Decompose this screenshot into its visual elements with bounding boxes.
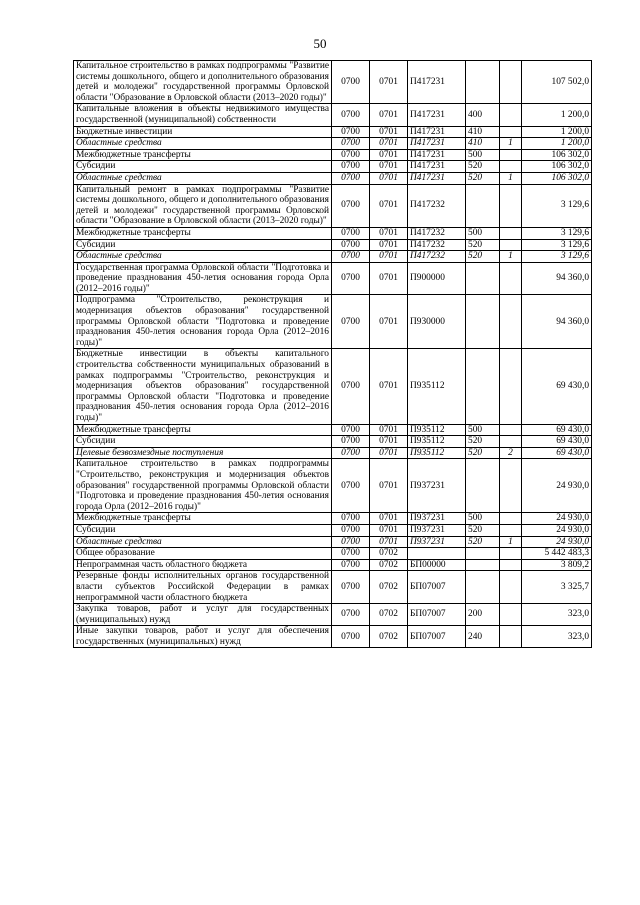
section-code: 0700: [332, 61, 370, 104]
table-row: [74, 138, 592, 150]
subsection-code: 0702: [370, 571, 408, 604]
expense-type-code: 500: [466, 149, 500, 161]
target-article-code: БП00000: [408, 559, 466, 571]
row-name: Резервные фонды исполнительных органов государственной власти субъектов Российской Федерации в рамках непрограммной части областного бюджета: [74, 571, 332, 604]
amount: 1 200,0: [522, 104, 592, 126]
target-article-code: П900000: [408, 262, 466, 295]
table-row: [74, 149, 592, 161]
table-row: [74, 548, 592, 560]
funding-source-code: [500, 524, 522, 536]
row-name: Капитальные вложения в объекты недвижимого имущества государственной (муниципальной) собственности: [74, 104, 332, 126]
table-row: [74, 295, 592, 349]
table-row: [74, 436, 592, 448]
row-name: Капитальное строительство в рамках подпрограммы "Развитие системы дошкольного, общего и дополнительного образования детей и молодежи" государственной программы Орловской области "Образование в Орловской области (2013–2020 годы)": [74, 61, 332, 104]
section-code: 0700: [332, 559, 370, 571]
expense-type-code: [466, 548, 500, 560]
row-name: Субсидии: [74, 161, 332, 173]
amount: 3 129,6: [522, 227, 592, 239]
subsection-code: 0701: [370, 61, 408, 104]
section-code: 0700: [332, 161, 370, 173]
amount: 69 430,0: [522, 424, 592, 436]
section-code: 0700: [332, 424, 370, 436]
target-article-code: П417231: [408, 104, 466, 126]
budget-table-body: [74, 61, 592, 648]
expense-type-code: 520: [466, 524, 500, 536]
funding-source-code: [500, 262, 522, 295]
expense-type-code: 240: [466, 626, 500, 648]
table-row: [74, 447, 592, 459]
subsection-code: 0702: [370, 548, 408, 560]
subsection-code: 0701: [370, 138, 408, 150]
amount: 3 129,6: [522, 239, 592, 251]
subsection-code: 0701: [370, 172, 408, 184]
table-row: [74, 604, 592, 626]
target-article-code: П417231: [408, 138, 466, 150]
funding-source-code: 1: [500, 251, 522, 263]
subsection-code: 0701: [370, 536, 408, 548]
subsection-code: 0701: [370, 251, 408, 263]
section-code: 0700: [332, 536, 370, 548]
section-code: 0700: [332, 459, 370, 513]
table-row: [74, 513, 592, 525]
expense-type-code: 400: [466, 104, 500, 126]
expense-type-code: [466, 571, 500, 604]
funding-source-code: [500, 104, 522, 126]
table-row: [74, 459, 592, 513]
amount: 1 200,0: [522, 126, 592, 138]
row-name: Субсидии: [74, 524, 332, 536]
amount: 5 442 483,3: [522, 548, 592, 560]
expense-type-code: 520: [466, 447, 500, 459]
funding-source-code: [500, 513, 522, 525]
amount: 106 302,0: [522, 161, 592, 173]
row-name: Областные средства: [74, 138, 332, 150]
subsection-code: 0701: [370, 459, 408, 513]
amount: 323,0: [522, 604, 592, 626]
target-article-code: П417232: [408, 239, 466, 251]
section-code: 0700: [332, 172, 370, 184]
funding-source-code: 1: [500, 138, 522, 150]
section-code: 0700: [332, 604, 370, 626]
table-row: [74, 559, 592, 571]
expense-type-code: [466, 349, 500, 424]
row-name: Межбюджетные трансферты: [74, 149, 332, 161]
section-code: 0700: [332, 184, 370, 227]
subsection-code: 0701: [370, 524, 408, 536]
target-article-code: БП07007: [408, 604, 466, 626]
expense-type-code: 500: [466, 227, 500, 239]
subsection-code: 0701: [370, 262, 408, 295]
funding-source-code: [500, 149, 522, 161]
funding-source-code: [500, 349, 522, 424]
subsection-code: 0702: [370, 604, 408, 626]
subsection-code: 0701: [370, 227, 408, 239]
section-code: 0700: [332, 524, 370, 536]
amount: 69 430,0: [522, 447, 592, 459]
page-number: 50: [313, 36, 327, 51]
row-name: Межбюджетные трансферты: [74, 424, 332, 436]
target-article-code: П417231: [408, 126, 466, 138]
amount: 3 809,2: [522, 559, 592, 571]
funding-source-code: [500, 227, 522, 239]
expense-type-code: 520: [466, 436, 500, 448]
subsection-code: 0701: [370, 513, 408, 525]
section-code: 0700: [332, 436, 370, 448]
expense-type-code: 520: [466, 239, 500, 251]
row-name: Подпрограмма "Строительство, реконструкция и модернизация объектов образования" государственной программы Орловской области "Подготовка и проведение празднования 450-летия основания города Орла (2012–2016 годы)": [74, 295, 332, 349]
target-article-code: [408, 548, 466, 560]
section-code: 0700: [332, 251, 370, 263]
table-row: [74, 227, 592, 239]
amount: 1 200,0: [522, 138, 592, 150]
table-row: [74, 262, 592, 295]
row-name: Непрограммная часть областного бюджета: [74, 559, 332, 571]
section-code: 0700: [332, 104, 370, 126]
funding-source-code: 1: [500, 172, 522, 184]
funding-source-code: [500, 61, 522, 104]
amount: 24 930,0: [522, 524, 592, 536]
row-name: Субсидии: [74, 436, 332, 448]
target-article-code: П417231: [408, 172, 466, 184]
subsection-code: 0701: [370, 239, 408, 251]
subsection-code: 0701: [370, 126, 408, 138]
row-name: Общее образование: [74, 548, 332, 560]
target-article-code: П937231: [408, 524, 466, 536]
funding-source-code: [500, 548, 522, 560]
target-article-code: П935112: [408, 447, 466, 459]
section-code: 0700: [332, 548, 370, 560]
subsection-code: 0701: [370, 447, 408, 459]
funding-source-code: [500, 626, 522, 648]
expense-type-code: [466, 262, 500, 295]
table-row: [74, 524, 592, 536]
section-code: 0700: [332, 227, 370, 239]
table-row: [74, 161, 592, 173]
subsection-code: 0702: [370, 559, 408, 571]
target-article-code: П937231: [408, 459, 466, 513]
row-name: Межбюджетные трансферты: [74, 513, 332, 525]
amount: 106 302,0: [522, 172, 592, 184]
section-code: 0700: [332, 262, 370, 295]
funding-source-code: [500, 161, 522, 173]
row-name: Капитальный ремонт в рамках подпрограммы "Развитие системы дошкольного, общего и дополнительного образования детей и молодежи" государственной программы Орловской области "Образование в Орловской области (2013–2020 годы)": [74, 184, 332, 227]
row-name: Государственная программа Орловской области "Подготовка и проведение празднования 450-летия основания города Орла (2012–2016 годы)": [74, 262, 332, 295]
target-article-code: П937231: [408, 513, 466, 525]
funding-source-code: [500, 571, 522, 604]
funding-source-code: 1: [500, 536, 522, 548]
subsection-code: 0701: [370, 349, 408, 424]
funding-source-code: [500, 424, 522, 436]
table-row: [74, 424, 592, 436]
funding-source-code: [500, 559, 522, 571]
section-code: 0700: [332, 295, 370, 349]
expense-type-code: [466, 559, 500, 571]
target-article-code: П417232: [408, 227, 466, 239]
funding-source-code: [500, 436, 522, 448]
section-code: 0700: [332, 349, 370, 424]
subsection-code: 0701: [370, 436, 408, 448]
section-code: 0700: [332, 138, 370, 150]
expense-type-code: 520: [466, 172, 500, 184]
row-name: Бюджетные инвестиции: [74, 126, 332, 138]
table-row: [74, 61, 592, 104]
row-name: Бюджетные инвестиции в объекты капитального строительства собственности муниципальных образований в рамках подпрограммы "Строительство, реконструкция и модернизация объектов образования" государственной программы Орловской области "Подготовка и проведение празднования 450-летия основания города Орла (2012–2016 годы)": [74, 349, 332, 424]
target-article-code: П935112: [408, 349, 466, 424]
target-article-code: П417231: [408, 161, 466, 173]
target-article-code: П930000: [408, 295, 466, 349]
expense-type-code: 410: [466, 126, 500, 138]
expense-type-code: [466, 459, 500, 513]
amount: 106 302,0: [522, 149, 592, 161]
subsection-code: 0701: [370, 161, 408, 173]
target-article-code: П417232: [408, 184, 466, 227]
funding-source-code: [500, 295, 522, 349]
subsection-code: 0701: [370, 149, 408, 161]
funding-source-code: [500, 459, 522, 513]
expense-type-code: 520: [466, 161, 500, 173]
section-code: 0700: [332, 239, 370, 251]
table-row: [74, 172, 592, 184]
subsection-code: 0701: [370, 295, 408, 349]
funding-source-code: [500, 604, 522, 626]
table-row: [74, 104, 592, 126]
section-code: 0700: [332, 149, 370, 161]
row-name: Областные средства: [74, 172, 332, 184]
amount: 3 129,6: [522, 184, 592, 227]
expense-type-code: 520: [466, 536, 500, 548]
target-article-code: БП07007: [408, 626, 466, 648]
table-row: [74, 251, 592, 263]
section-code: 0700: [332, 571, 370, 604]
table-row: [74, 239, 592, 251]
row-name: Целевые безвозмездные поступления: [74, 447, 332, 459]
expense-type-code: [466, 61, 500, 104]
budget-table: [73, 60, 592, 648]
section-code: 0700: [332, 513, 370, 525]
target-article-code: П935112: [408, 436, 466, 448]
row-name: Иные закупки товаров, работ и услуг для обеспечения государственных (муниципальных) нужд: [74, 626, 332, 648]
amount: 24 930,0: [522, 536, 592, 548]
target-article-code: П417232: [408, 251, 466, 263]
amount: 24 930,0: [522, 459, 592, 513]
table-row: [74, 571, 592, 604]
target-article-code: П937231: [408, 536, 466, 548]
subsection-code: 0701: [370, 184, 408, 227]
funding-source-code: [500, 239, 522, 251]
row-name: Областные средства: [74, 251, 332, 263]
target-article-code: П417231: [408, 149, 466, 161]
amount: 323,0: [522, 626, 592, 648]
amount: 69 430,0: [522, 349, 592, 424]
amount: 3 325,7: [522, 571, 592, 604]
target-article-code: П935112: [408, 424, 466, 436]
funding-source-code: 2: [500, 447, 522, 459]
row-name: Межбюджетные трансферты: [74, 227, 332, 239]
target-article-code: П417231: [408, 61, 466, 104]
table-row: [74, 536, 592, 548]
subsection-code: 0702: [370, 626, 408, 648]
subsection-code: 0701: [370, 424, 408, 436]
expense-type-code: 410: [466, 138, 500, 150]
amount: 107 502,0: [522, 61, 592, 104]
amount: 94 360,0: [522, 295, 592, 349]
row-name: Субсидии: [74, 239, 332, 251]
subsection-code: 0701: [370, 104, 408, 126]
amount: 3 129,6: [522, 251, 592, 263]
table-row: [74, 626, 592, 648]
amount: 69 430,0: [522, 436, 592, 448]
expense-type-code: [466, 184, 500, 227]
table-row: [74, 126, 592, 138]
row-name: Капитальное строительство в рамках подпрограммы "Строительство, реконструкция и модернизация объектов образования" государственной программы Орловской области "Подготовка и проведение празднования 450-летия основания города Орла (2012–2016 годы)": [74, 459, 332, 513]
expense-type-code: [466, 295, 500, 349]
funding-source-code: [500, 184, 522, 227]
section-code: 0700: [332, 626, 370, 648]
amount: 24 930,0: [522, 513, 592, 525]
row-name: Областные средства: [74, 536, 332, 548]
funding-source-code: [500, 126, 522, 138]
section-code: 0700: [332, 447, 370, 459]
amount: 94 360,0: [522, 262, 592, 295]
expense-type-code: 520: [466, 251, 500, 263]
table-row: [74, 184, 592, 227]
table-row: [74, 349, 592, 424]
expense-type-code: 500: [466, 424, 500, 436]
row-name: Закупка товаров, работ и услуг для государственных (муниципальных) нужд: [74, 604, 332, 626]
target-article-code: БП07007: [408, 571, 466, 604]
section-code: 0700: [332, 126, 370, 138]
expense-type-code: 200: [466, 604, 500, 626]
expense-type-code: 500: [466, 513, 500, 525]
